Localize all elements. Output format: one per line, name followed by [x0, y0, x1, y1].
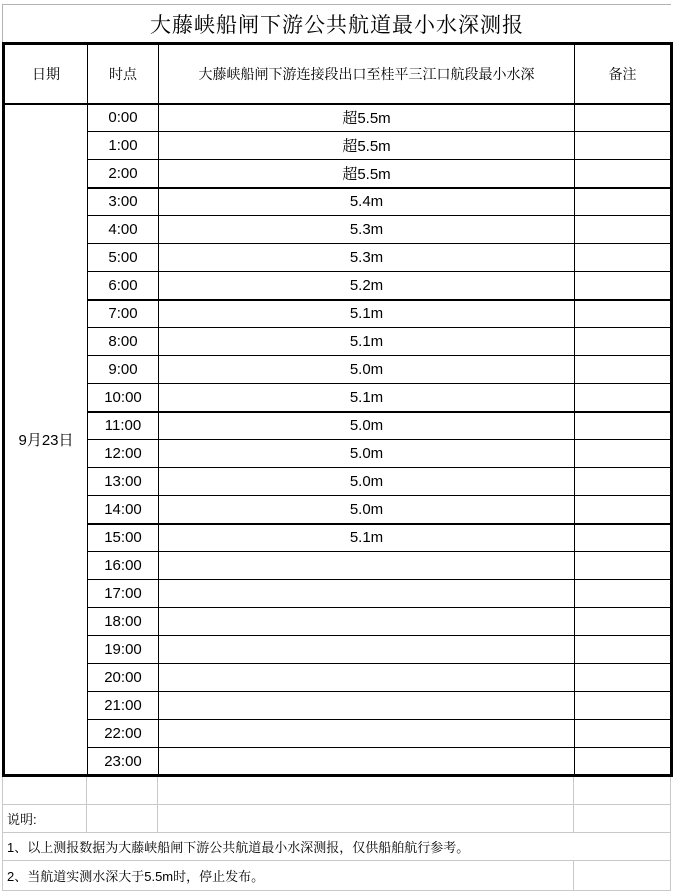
table-row	[4, 664, 672, 692]
time-cell: 11:00	[88, 412, 159, 440]
depth-cell: 5.0m	[159, 412, 575, 440]
empty-cell	[87, 805, 158, 833]
depth-cell	[159, 580, 575, 608]
time-cell: 10:00	[88, 384, 159, 412]
remark-cell	[575, 244, 672, 272]
depth-cell: 5.0m	[159, 356, 575, 384]
remark-cell	[575, 580, 672, 608]
remark-cell	[575, 692, 672, 720]
time-cell: 20:00	[88, 664, 159, 692]
depth-cell: 5.1m	[159, 328, 575, 356]
table-row	[4, 356, 672, 384]
depth-cell: 5.1m	[159, 524, 575, 552]
table-row	[4, 272, 672, 300]
time-cell: 3:00	[88, 188, 159, 216]
remark-cell	[575, 636, 672, 664]
table-row	[4, 132, 672, 160]
table-row	[4, 496, 672, 524]
remark-cell	[575, 720, 672, 748]
depth-cell: 5.4m	[159, 188, 575, 216]
remark-cell	[575, 104, 672, 132]
depth-cell	[159, 664, 575, 692]
remark-cell	[575, 552, 672, 580]
remark-cell	[575, 328, 672, 356]
table-row	[4, 524, 672, 552]
depth-cell: 5.1m	[159, 300, 575, 328]
depth-cell: 超5.5m	[159, 160, 575, 188]
time-cell: 1:00	[88, 132, 159, 160]
empty-cell	[3, 777, 87, 805]
time-cell: 12:00	[88, 440, 159, 468]
remark-cell	[575, 664, 672, 692]
report-title: 大藤峡船闸下游公共航道最小水深测报	[2, 4, 671, 42]
depth-cell	[159, 552, 575, 580]
empty-cell	[158, 805, 574, 833]
depth-cell: 超5.5m	[159, 104, 575, 132]
table-row	[4, 104, 672, 132]
remark-cell	[575, 216, 672, 244]
table-row	[4, 692, 672, 720]
note-row-2	[3, 861, 671, 891]
remark-cell	[575, 608, 672, 636]
empty-cell	[87, 777, 158, 805]
note-row-1	[3, 833, 671, 861]
table-row	[4, 160, 672, 188]
table-row	[4, 468, 672, 496]
time-cell: 4:00	[88, 216, 159, 244]
depth-table	[2, 42, 673, 777]
remark-cell	[575, 384, 672, 412]
table-row	[4, 244, 672, 272]
remark-cell	[575, 132, 672, 160]
table-row	[4, 580, 672, 608]
depth-cell: 5.0m	[159, 468, 575, 496]
notes-label: 说明:	[3, 805, 87, 833]
table-row	[4, 748, 672, 776]
time-cell: 16:00	[88, 552, 159, 580]
remark-cell	[575, 188, 672, 216]
date-cell: 9月23日	[4, 104, 88, 776]
remark-cell	[575, 300, 672, 328]
table-row	[4, 552, 672, 580]
remark-cell	[575, 272, 672, 300]
notes-section	[2, 777, 671, 891]
table-row	[4, 440, 672, 468]
table-row	[4, 216, 672, 244]
depth-table-body	[4, 104, 672, 776]
header-row	[4, 44, 672, 104]
remark-cell	[575, 440, 672, 468]
depth-cell: 5.0m	[159, 496, 575, 524]
depth-cell	[159, 636, 575, 664]
time-cell: 8:00	[88, 328, 159, 356]
time-cell: 6:00	[88, 272, 159, 300]
depth-cell: 5.3m	[159, 216, 575, 244]
depth-cell: 5.3m	[159, 244, 575, 272]
table-row	[4, 188, 672, 216]
time-cell: 19:00	[88, 636, 159, 664]
time-cell: 2:00	[88, 160, 159, 188]
time-cell: 9:00	[88, 356, 159, 384]
remark-cell	[575, 496, 672, 524]
table-row	[4, 608, 672, 636]
time-cell: 0:00	[88, 104, 159, 132]
time-cell: 15:00	[88, 524, 159, 552]
depth-cell	[159, 608, 575, 636]
time-cell: 17:00	[88, 580, 159, 608]
time-cell: 21:00	[88, 692, 159, 720]
depth-cell: 5.2m	[159, 272, 575, 300]
table-row	[4, 412, 672, 440]
depth-cell: 5.1m	[159, 384, 575, 412]
note-1-text: 1、以上测报数据为大藤峡船闸下游公共航道最小水深测报，仅供船舶航行参考。	[3, 833, 671, 861]
empty-cell	[574, 805, 671, 833]
notes-label-row	[3, 805, 671, 833]
table-row	[4, 720, 672, 748]
depth-cell: 5.0m	[159, 440, 575, 468]
remark-cell	[575, 412, 672, 440]
header-time: 时点	[88, 44, 159, 104]
note-2-text: 2、当航道实测水深大于5.5m时，停止发布。	[3, 861, 574, 891]
header-date: 日期	[4, 44, 88, 104]
remark-cell	[575, 356, 672, 384]
table-row	[4, 300, 672, 328]
remark-cell	[575, 748, 672, 776]
time-cell: 5:00	[88, 244, 159, 272]
time-cell: 7:00	[88, 300, 159, 328]
empty-grid-row	[3, 777, 671, 805]
depth-cell	[159, 692, 575, 720]
table-row	[4, 636, 672, 664]
time-cell: 13:00	[88, 468, 159, 496]
remark-cell	[575, 524, 672, 552]
remark-cell	[575, 468, 672, 496]
time-cell: 22:00	[88, 720, 159, 748]
empty-cell	[574, 861, 671, 891]
time-cell: 23:00	[88, 748, 159, 776]
header-depth: 大藤峡船闸下游连接段出口至桂平三江口航段最小水深	[159, 44, 575, 104]
empty-cell	[158, 777, 574, 805]
depth-cell	[159, 720, 575, 748]
depth-cell	[159, 748, 575, 776]
time-cell: 14:00	[88, 496, 159, 524]
depth-cell: 超5.5m	[159, 132, 575, 160]
table-row	[4, 384, 672, 412]
empty-cell	[574, 777, 671, 805]
remark-cell	[575, 160, 672, 188]
header-remark: 备注	[575, 44, 672, 104]
time-cell: 18:00	[88, 608, 159, 636]
table-row	[4, 328, 672, 356]
